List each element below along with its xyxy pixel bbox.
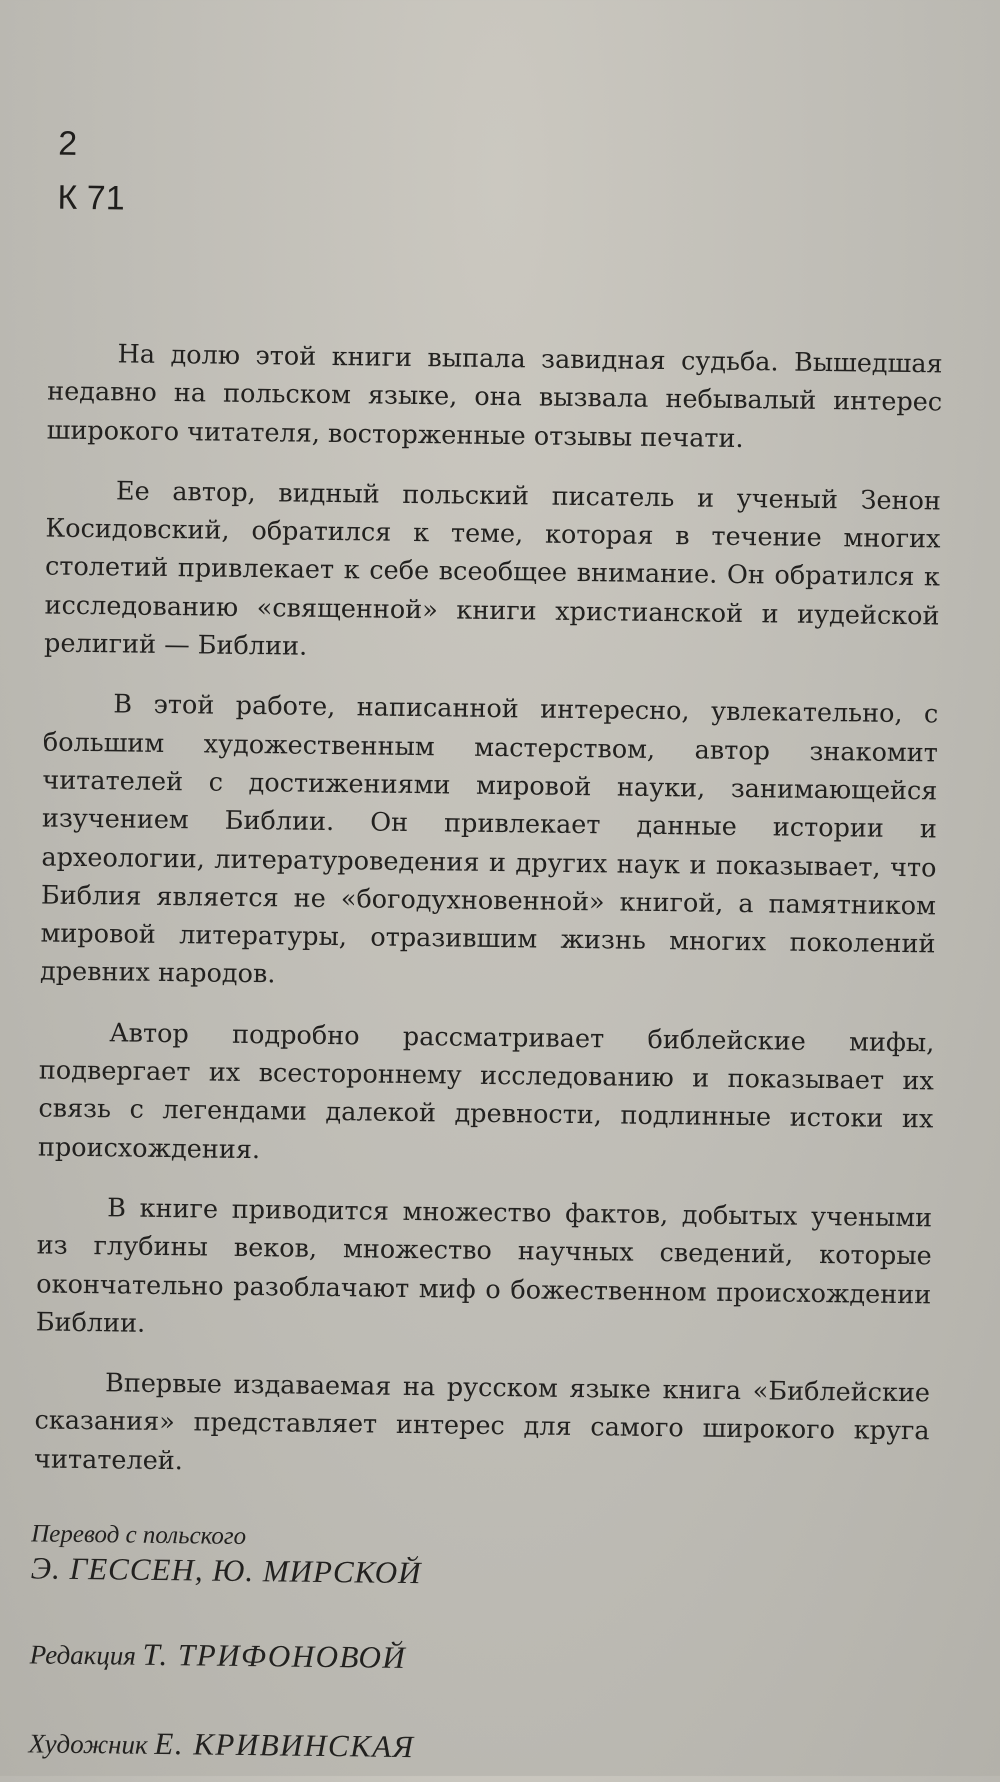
translation-label: Перевод с польского [31,1520,247,1551]
classification-codes [57,117,125,226]
artist-label: Художник [28,1728,148,1760]
paragraph-3: В этой работе, написанной интересно, увлекательно, с большим художественным мастерством, автор знакомит читателей с достижениями мировой науки, занимающейся изучением Библии. Он привлекает данные истории и археологии, литературоведения и других наук и показывает, что Библия является не «богодухновенной» книгой, а памятником мировой литературы, отразившим жизнь многих поколений древних народов. [39,689,939,990]
artist-name: Е. КРИВИНСКАЯ [154,1725,415,1765]
editor-name: Т. ТРИФОНОВОЙ [142,1636,407,1675]
paragraph-6: Впервые издаваемая на русском языке книга «Библейские сказания» представляет интерес для самого широкого круга читателей. [33,1368,931,1476]
annotation-text [34,335,943,1512]
paragraph-2: Ее автор, видный польский писатель и ученый Зенон Косидовский, обратился к теме, которая в течение многих столетий привлекает к себе всеобщее внимание. Он обратился к исследованию «священной» книги христианской и иудейской религий — Библии. [43,476,942,662]
code-line-1: 2 [57,124,78,163]
editor-label: Редакция [29,1639,137,1671]
translators: Э. ГЕССЕН, Ю. МИРСКОЙ [30,1550,422,1591]
paragraph-5: В книге приводится множество фактов, добытых учеными из глубины веков, множество научных сведений, которые окончательно разоблачают миф о божественном происхождении Библии. [35,1193,933,1339]
credits-block [28,1519,931,1774]
code-line-2: К 71 [57,178,125,218]
paragraph-4: Автор подробно рассматривает библейские мифы, подвергает их всестороннему исследованию и показывает их связь с легендами далекой древности, подлинные истоки их происхождения. [37,1018,935,1165]
paragraph-1: На долю этой книги выпала завидная судьба. Вышедшая недавно на польском языке, она вызвала небывалый интерес широкого читателя, восторженные отзывы печати. [46,339,943,454]
